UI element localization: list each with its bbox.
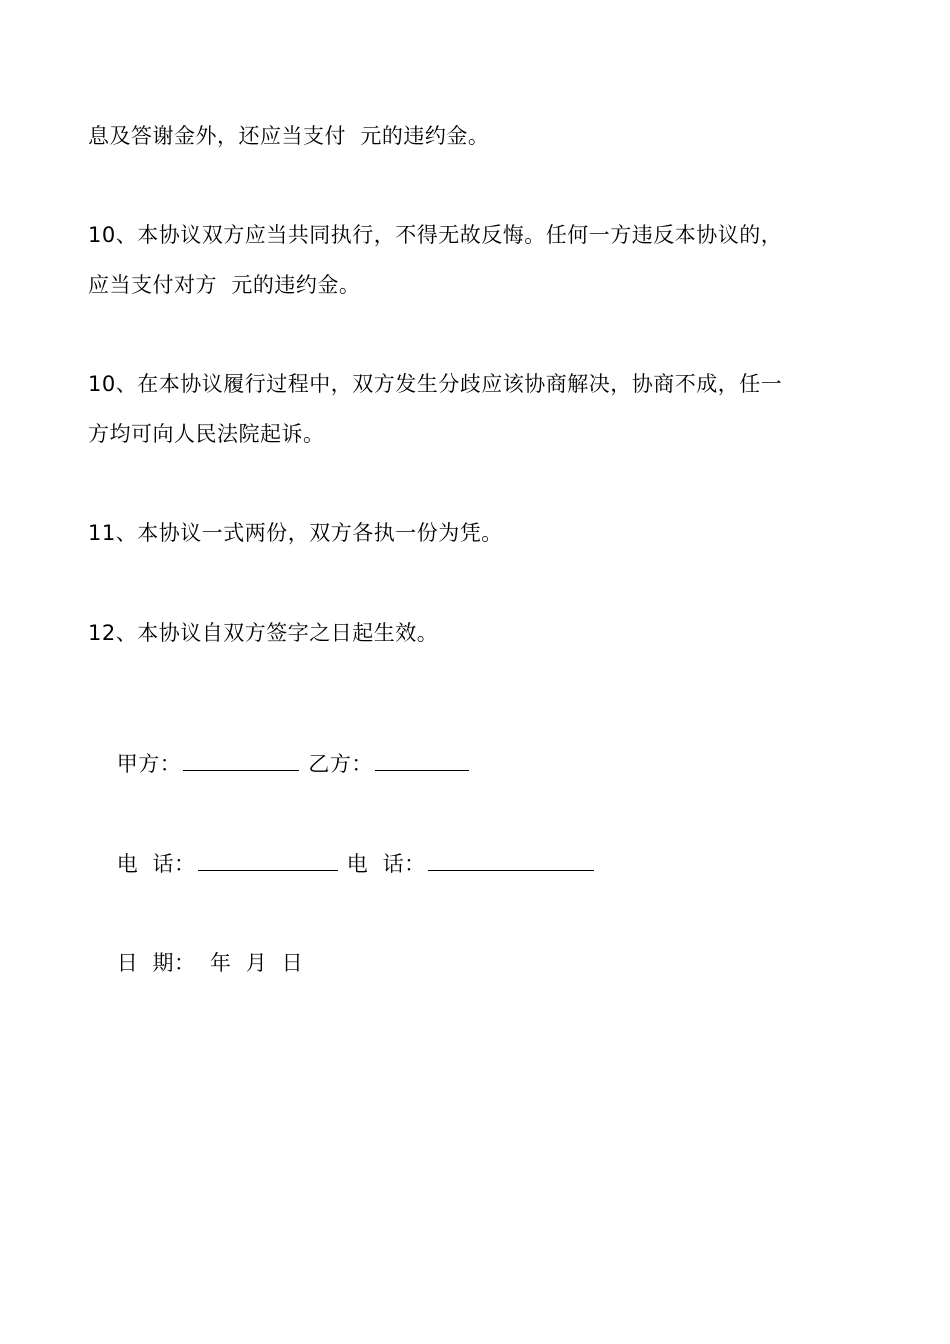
party-b-label: 乙方： — [308, 752, 373, 776]
phone-b-label: 电 话： — [346, 852, 426, 876]
party-a-label: 甲方： — [116, 752, 182, 776]
clause-12: 12、本协议自双方签字之日起生效。 — [88, 621, 439, 645]
phone-a-label: 电 话： — [116, 852, 196, 876]
clause-10a-line-2: 应当支付对方 元的违约金。 — [88, 273, 361, 297]
clause-10b-line-2: 方均可向人民法院起诉。 — [88, 422, 325, 446]
party-b-blank[interactable] — [375, 748, 469, 771]
date-value: 年 月 日 — [209, 951, 304, 975]
party-signature-line — [88, 718, 471, 809]
party-a-blank[interactable] — [183, 748, 299, 771]
clause-10a-line-1: 10、本协议双方应当共同执行，不得无故反悔。任何一方违反本协议的， — [88, 223, 783, 247]
clause-10b-line-1: 10、在本协议履行过程中，双方发生分歧应该协商解决，协商不成，任一 — [88, 372, 783, 396]
clause-11: 11、本协议一式两份，双方各执一份为凭。 — [88, 521, 503, 545]
phone-line — [88, 818, 596, 909]
clause-9-tail: 息及答谢金外，还应当支付 元的违约金。 — [88, 124, 490, 148]
date-line — [88, 918, 303, 1008]
phone-a-blank[interactable] — [198, 848, 338, 871]
date-label: 日 期： — [116, 951, 196, 975]
phone-b-blank[interactable] — [428, 848, 594, 871]
